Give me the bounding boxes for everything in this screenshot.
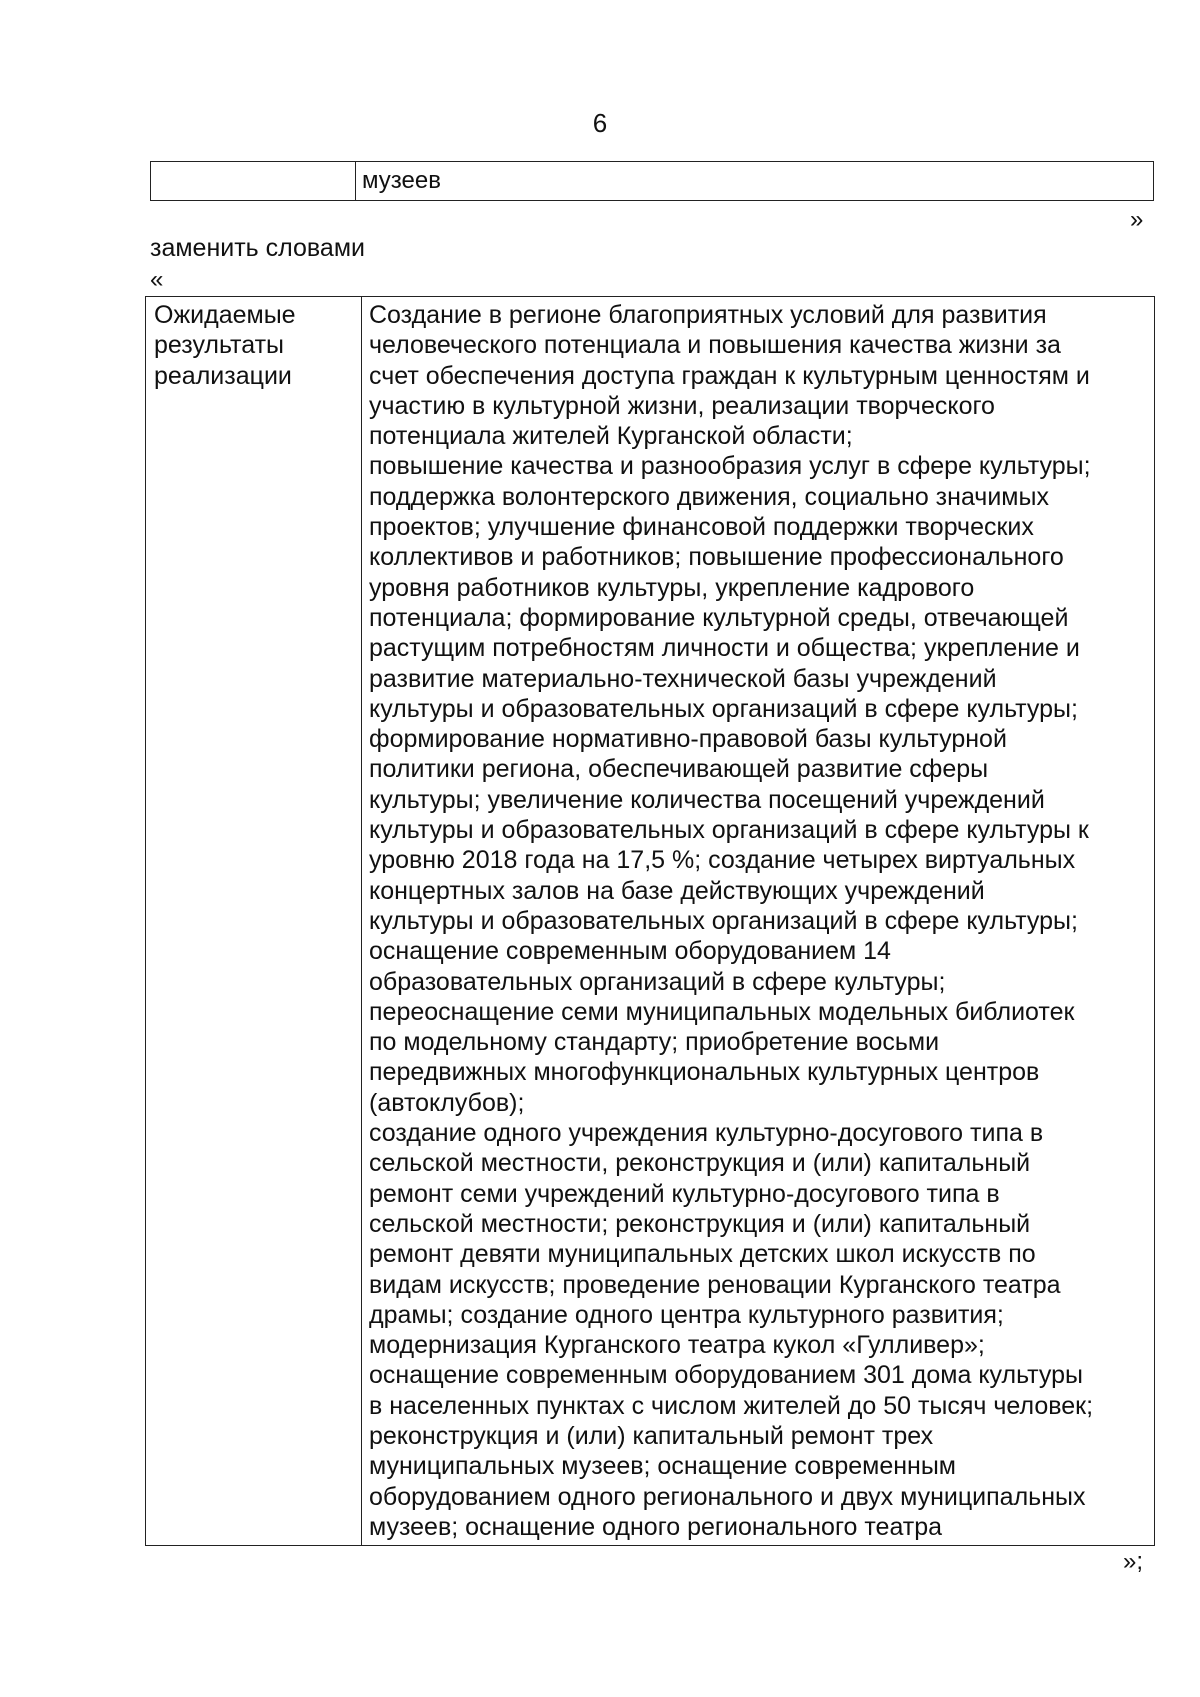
text-line: музеев; оснащение одного регионального театра [369,1512,943,1541]
page-number: 6 [592,108,608,138]
text-line: растущим потребностям личности и общества; укрепление и [369,634,1080,663]
text-line: поддержка волонтерского движения, социально значимых [369,482,1049,511]
text-line: сельской местности, реконструкция и (или) капитальный [369,1149,1031,1178]
text-line: драмы; создание одного центра культурного развития; [369,1300,1004,1329]
text-line: культуры и образовательных организаций в сфере культуры; [369,694,1078,723]
text-line: развитие материально-технической базы учреждений [369,664,997,693]
text-line: культуры и образовательных организаций в сфере культуры; [369,906,1078,935]
text-line: переоснащение семи муниципальных модельных библиотек [369,997,1075,1026]
text-line: сельской местности; реконструкция и (или) капитальный [369,1209,1031,1238]
text-line: ремонт девяти муниципальных детских школ искусств по [369,1240,1036,1269]
label-line: реализации [154,361,292,390]
text-line: культуры и образовательных организаций в сфере культуры к [369,816,1089,845]
text-line: Создание в регионе благоприятных условий для развития [369,301,1047,329]
text-line: оснащение современным оборудованием 14 [369,937,891,966]
previous-table-fragment [150,161,1154,201]
text-line: создание одного учреждения культурно-досугового типа в [369,1119,1044,1148]
text-line: (автоклубов); [369,1088,525,1117]
table-row [151,162,1154,201]
text-line: участию в культурной жизни, реализации творческого [369,391,995,420]
text-line: счет обеспечения доступа граждан к культурным ценностям и [369,361,1090,390]
text-line: оборудованием одного регионального и двух муниципальных [369,1482,1086,1511]
text-line: политики региона, обеспечивающей развитие сферы [369,755,989,784]
text-line: в населенных пунктах с числом жителей до 50 тысяч человек; [369,1391,1094,1420]
text-line: ремонт семи учреждений культурно-досугового типа в [369,1179,1000,1208]
replace-instruction: заменить словами [150,234,365,262]
label-line: результаты [154,331,284,360]
text-line: модернизация Курганского театра кукол «Гулливер»; [369,1331,985,1360]
text-line: формирование нормативно-правовой базы культурной [369,725,1007,754]
text-line: проектов; улучшение финансовой поддержки творческих [369,513,1034,542]
row-text-cell [362,297,1155,1546]
text-line: уровню 2018 года на 17,5 %; создание четырех виртуальных [369,846,1076,875]
text-line: оснащение современным оборудованием 301 дома культуры [369,1361,1083,1390]
table-cell-empty [151,162,356,201]
text-line: человеческого потенциала и повышения качества жизни за [369,331,1061,360]
text-line: по модельному стандарту; приобретение восьми [369,1028,940,1057]
text-line: повышение качества и разнообразия услуг в сфере культуры; [369,452,1091,481]
text-line: потенциала жителей Курганской области; [369,422,853,451]
text-line: видам искусств; проведение реновации Курганского театра [369,1270,1061,1299]
text-line: муниципальных музеев; оснащение современным [369,1452,956,1481]
row-label-cell [146,297,362,1546]
opening-quote: « [150,266,164,293]
text-line: концертных залов на базе действующих учреждений [369,876,985,905]
text-line: коллективов и работников; повышение профессионального [369,543,1064,572]
text-line: культуры; увеличение количества посещений учреждений [369,785,1045,814]
text-line: передвижных многофункциональных культурных центров [369,1058,1040,1087]
text-line: уровня работников культуры, укрепление кадрового [369,573,975,602]
label-line: Ожидаемые [154,301,296,329]
closing-quote-semicolon: »; [1123,1548,1144,1575]
text-line: потенциала; формирование культурной среды, отвечающей [369,603,1069,632]
expected-results-table [145,296,1155,1546]
text-line: реконструкция и (или) капитальный ремонт трех [369,1421,934,1450]
table-cell-text: музеев [356,162,1154,201]
closing-quote: » [1130,206,1144,233]
table-row [146,297,1155,1546]
text-line: образовательных организаций в сфере культуры; [369,967,946,996]
